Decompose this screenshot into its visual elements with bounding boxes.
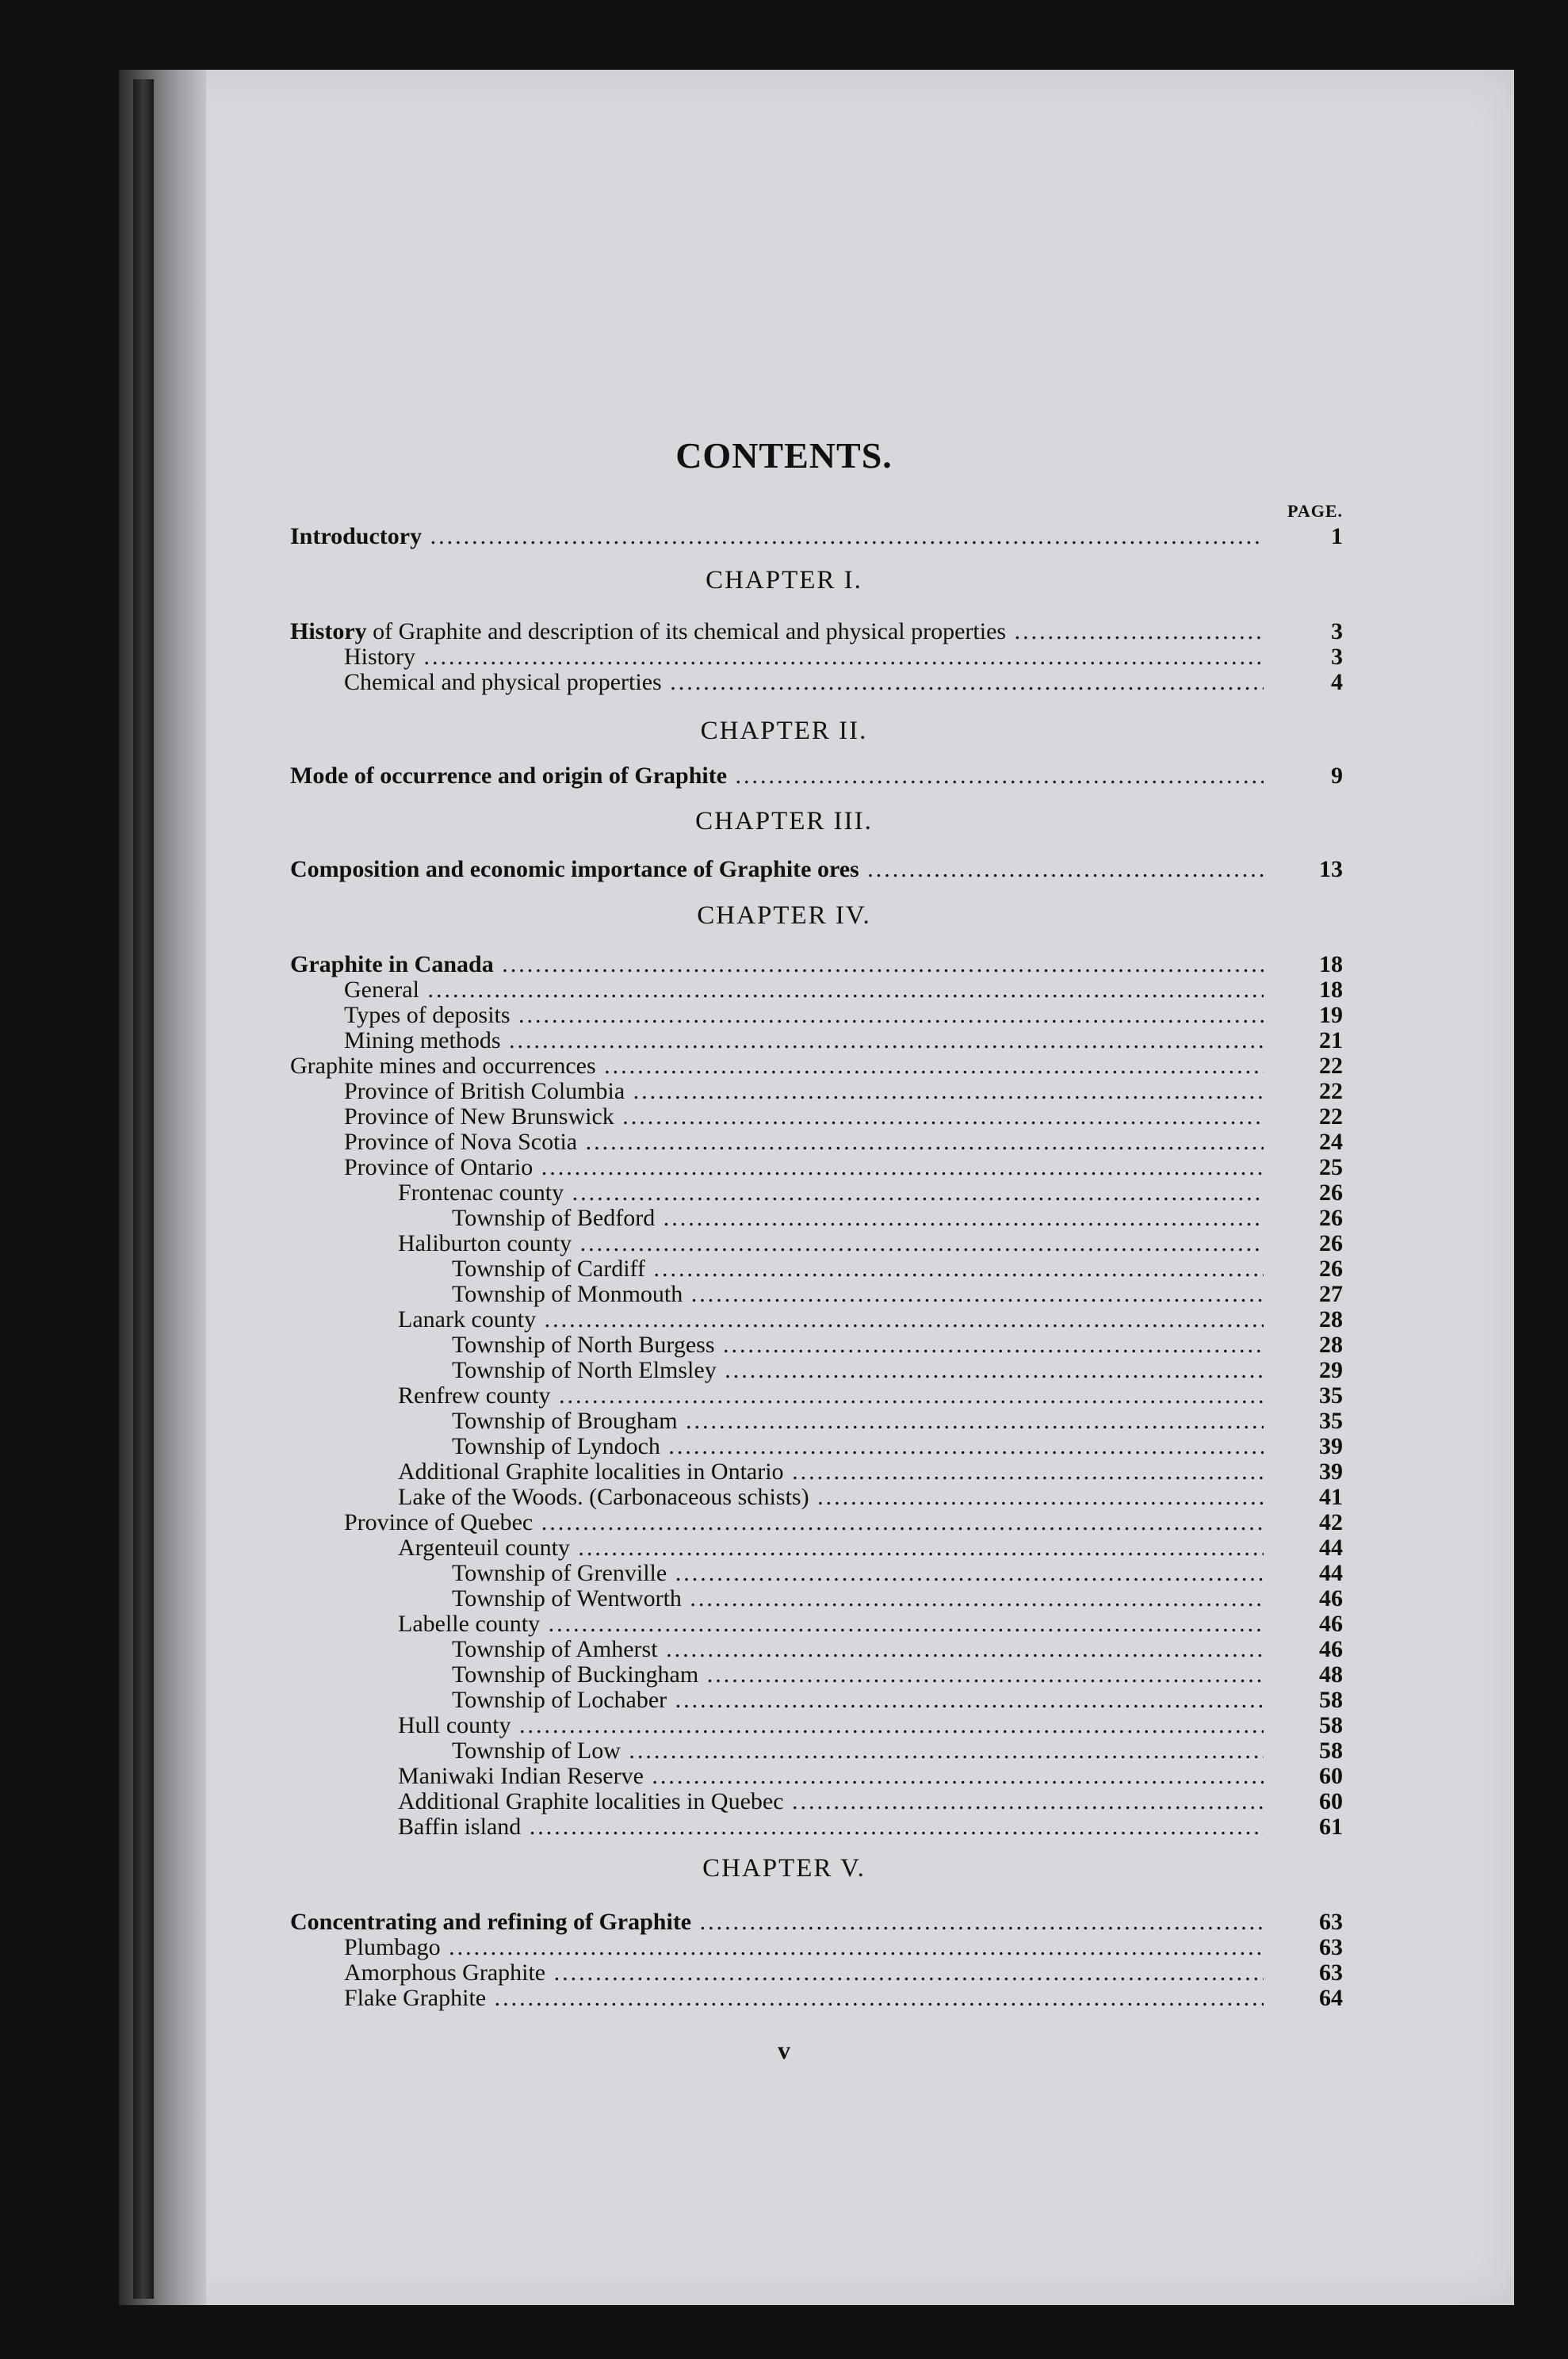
- toc-entry-page-number: 18: [1319, 951, 1343, 977]
- toc-entry: [0, 1078, 1568, 1105]
- toc-entry: [0, 1002, 1568, 1029]
- toc-entry-page-number: 3: [1331, 644, 1343, 670]
- toc-entry: [0, 1459, 1568, 1485]
- toc-entry: [0, 644, 1568, 671]
- toc-entry-title: Maniwaki Indian Reserve .....: [398, 1763, 1264, 1790]
- chapter-2-heading: CHAPTER II.: [700, 717, 868, 745]
- toc-entry-title: Province of Ontario .....: [344, 1154, 1264, 1181]
- toc-entry-page-number: 44: [1319, 1560, 1343, 1586]
- toc-entry: [0, 1332, 1568, 1359]
- page-column-label: PAGE.: [1287, 501, 1343, 521]
- toc-entry-title: Graphite in Canada .....: [290, 951, 1264, 978]
- toc-entry-title: Township of Wentworth .....: [452, 1585, 1264, 1612]
- toc-entry-title: Township of Cardiff .....: [452, 1256, 1264, 1283]
- toc-entry-page-number: 46: [1319, 1636, 1343, 1662]
- toc-entry: [0, 1934, 1568, 1961]
- toc-entry-page-number: 61: [1319, 1814, 1343, 1840]
- toc-entry: [0, 763, 1568, 790]
- toc-entry-page-number: 63: [1319, 1934, 1343, 1960]
- toc-entry-title: Township of North Elmsley .....: [452, 1357, 1264, 1384]
- toc-entry-page-number: 4: [1331, 669, 1343, 695]
- toc-entry: [0, 1433, 1568, 1460]
- chapter-4-heading: CHAPTER IV.: [697, 901, 871, 930]
- toc-entry-page-number: 24: [1319, 1129, 1343, 1155]
- toc-entry-title: Chemical and physical properties .....: [344, 669, 1264, 696]
- toc-entry: [0, 1585, 1568, 1612]
- toc-entry-page-number: 46: [1319, 1585, 1343, 1612]
- toc-entry: [0, 1382, 1568, 1409]
- toc-entry: [0, 1814, 1568, 1841]
- toc-entry: [0, 1357, 1568, 1384]
- toc-entry-page-number: 9: [1331, 763, 1343, 789]
- toc-entry: [0, 951, 1568, 978]
- toc-entry-page-number: 64: [1319, 1985, 1343, 2011]
- toc-entry-title: Plumbago .....: [344, 1934, 1264, 1961]
- toc-entry-title: Additional Graphite localities in Quebec .....: [398, 1788, 1264, 1815]
- toc-entry-page-number: 18: [1319, 977, 1343, 1003]
- toc-entry-title: Composition and economic importance of Graphite ores .....: [290, 856, 1264, 883]
- toc-entry-title: Township of Lochaber .....: [452, 1687, 1264, 1714]
- toc-entry-page-number: 39: [1319, 1433, 1343, 1459]
- toc-entry: [0, 1788, 1568, 1815]
- toc-entry-title: Concentrating and refining of Graphite .....: [290, 1909, 1264, 1936]
- toc-entry: [0, 1103, 1568, 1130]
- toc-entry-page-number: 28: [1319, 1306, 1343, 1332]
- toc-entry-title: Lake of the Woods. (Carbonaceous schists) .....: [398, 1484, 1264, 1511]
- toc-entry-page-number: 58: [1319, 1687, 1343, 1713]
- toc-entry-page-number: 26: [1319, 1230, 1343, 1256]
- toc-entry-page-number: 41: [1319, 1484, 1343, 1510]
- toc-entry-page-number: 35: [1319, 1382, 1343, 1409]
- toc-entry-title: History .....: [344, 644, 1264, 671]
- toc-entry-page-number: 21: [1319, 1027, 1343, 1053]
- toc-entry: [0, 1230, 1568, 1257]
- toc-entry-page-number: 28: [1319, 1332, 1343, 1358]
- toc-entry-page-number: 48: [1319, 1661, 1343, 1688]
- toc-entry-page-number: 35: [1319, 1408, 1343, 1434]
- toc-entry-title: Introductory .....: [290, 523, 1264, 550]
- toc-entry-page-number: 25: [1319, 1154, 1343, 1180]
- toc-entry-page-number: 22: [1319, 1053, 1343, 1079]
- toc-entry: [0, 1129, 1568, 1156]
- toc-entry-title: General .....: [344, 977, 1264, 1004]
- toc-entry-page-number: 26: [1319, 1205, 1343, 1231]
- toc-entry: [0, 1985, 1568, 2012]
- toc-entry-page-number: 46: [1319, 1611, 1343, 1637]
- toc-entry-title: Renfrew county .....: [398, 1382, 1264, 1409]
- toc-entry: [0, 1661, 1568, 1688]
- toc-entry-page-number: 60: [1319, 1763, 1343, 1789]
- toc-entry: [0, 1509, 1568, 1536]
- toc-entry: [0, 618, 1568, 645]
- toc-entry-title: Labelle county .....: [398, 1611, 1264, 1638]
- toc-entry-page-number: 60: [1319, 1788, 1343, 1814]
- toc-entry-page-number: 44: [1319, 1535, 1343, 1561]
- toc-entry: [0, 1738, 1568, 1764]
- toc-entry-title: Argenteuil county .....: [398, 1535, 1264, 1562]
- toc-entry: [0, 1535, 1568, 1562]
- toc-entry-title: Frontenac county .....: [398, 1180, 1264, 1206]
- chapter-5-heading: CHAPTER V.: [702, 1854, 866, 1883]
- toc-entry-title: Province of British Columbia .....: [344, 1078, 1264, 1105]
- toc-entry-page-number: 19: [1319, 1002, 1343, 1028]
- toc-entry: [0, 1687, 1568, 1714]
- toc-entry: [0, 1306, 1568, 1333]
- toc-entry-page-number: 63: [1319, 1959, 1343, 1986]
- toc-entry-page-number: 1: [1331, 523, 1343, 549]
- toc-entry: [0, 1180, 1568, 1206]
- toc-entry: [0, 1636, 1568, 1663]
- toc-entry: [0, 523, 1568, 550]
- toc-entry-title: Mode of occurrence and origin of Graphite .....: [290, 763, 1264, 790]
- toc-entry-title: Province of Nova Scotia .....: [344, 1129, 1264, 1156]
- toc-entry-title: Baffin island .....: [398, 1814, 1264, 1841]
- toc-entry: [0, 1763, 1568, 1790]
- toc-entry-page-number: 26: [1319, 1256, 1343, 1282]
- chapter-1-heading: CHAPTER I.: [706, 566, 862, 595]
- toc-entry-title: Flake Graphite .....: [344, 1985, 1264, 2012]
- toc-entry: [0, 1712, 1568, 1739]
- toc-entry: [0, 1484, 1568, 1511]
- toc-entry-page-number: 29: [1319, 1357, 1343, 1383]
- toc-entry: [0, 1909, 1568, 1936]
- toc-entry: [0, 1560, 1568, 1587]
- toc-entry-title: Township of Lyndoch .....: [452, 1433, 1264, 1460]
- toc-entry: [0, 669, 1568, 696]
- toc-entry: [0, 1053, 1568, 1080]
- toc-entry: [0, 856, 1568, 883]
- toc-entry: [0, 1205, 1568, 1232]
- toc-entry-title: Township of Brougham .....: [452, 1408, 1264, 1435]
- toc-entry-title: Lanark county .....: [398, 1306, 1264, 1333]
- toc-entry-title: Township of Monmouth .....: [452, 1281, 1264, 1308]
- toc-entry-title: Additional Graphite localities in Ontario .....: [398, 1459, 1264, 1485]
- toc-entry-title: Township of Amherst .....: [452, 1636, 1264, 1663]
- toc-entry-title: Types of deposits .....: [344, 1002, 1264, 1029]
- toc-entry: [0, 1959, 1568, 1986]
- toc-entry-title: Township of Low .....: [452, 1738, 1264, 1764]
- toc-entry-title: Province of Quebec .....: [344, 1509, 1264, 1536]
- toc-entry-title: Township of Grenville .....: [452, 1560, 1264, 1587]
- toc-entry-page-number: 27: [1319, 1281, 1343, 1307]
- toc-entry: [0, 977, 1568, 1004]
- toc-entry-title: Province of New Brunswick .....: [344, 1103, 1264, 1130]
- toc-entry-title: Township of North Burgess .....: [452, 1332, 1264, 1359]
- toc-entry: [0, 1408, 1568, 1435]
- toc-entry: [0, 1611, 1568, 1638]
- toc-entry: [0, 1256, 1568, 1283]
- toc-entry-page-number: 13: [1319, 856, 1343, 882]
- toc-entry-title: Haliburton county .....: [398, 1230, 1264, 1257]
- toc-entry-title: Township of Buckingham .....: [452, 1661, 1264, 1688]
- toc-entry: [0, 1027, 1568, 1054]
- page-folio: v: [778, 2036, 790, 2064]
- toc-entry-page-number: 22: [1319, 1078, 1343, 1104]
- contents-heading: CONTENTS.: [675, 435, 893, 476]
- toc-entry-page-number: 63: [1319, 1909, 1343, 1935]
- toc-entry-title: Hull county .....: [398, 1712, 1264, 1739]
- toc-entry-title: Amorphous Graphite .....: [344, 1959, 1264, 1986]
- chapter-3-heading: CHAPTER III.: [695, 807, 873, 835]
- toc-entry: [0, 1154, 1568, 1181]
- toc-entry-title: History of Graphite and description of its chemical and physical properties .....: [290, 618, 1264, 645]
- toc-entry-page-number: 42: [1319, 1509, 1343, 1535]
- toc-entry-page-number: 22: [1319, 1103, 1343, 1130]
- toc-entry-page-number: 26: [1319, 1180, 1343, 1206]
- toc-entry-page-number: 58: [1319, 1738, 1343, 1764]
- toc-entry-page-number: 58: [1319, 1712, 1343, 1738]
- toc-entry-title: Graphite mines and occurrences .....: [290, 1053, 1264, 1080]
- toc-entry-page-number: 3: [1331, 618, 1343, 644]
- toc-entry: [0, 1281, 1568, 1308]
- toc-entry-page-number: 39: [1319, 1459, 1343, 1485]
- toc-entry-title: Mining methods .....: [344, 1027, 1264, 1054]
- toc-entry-title: Township of Bedford .....: [452, 1205, 1264, 1232]
